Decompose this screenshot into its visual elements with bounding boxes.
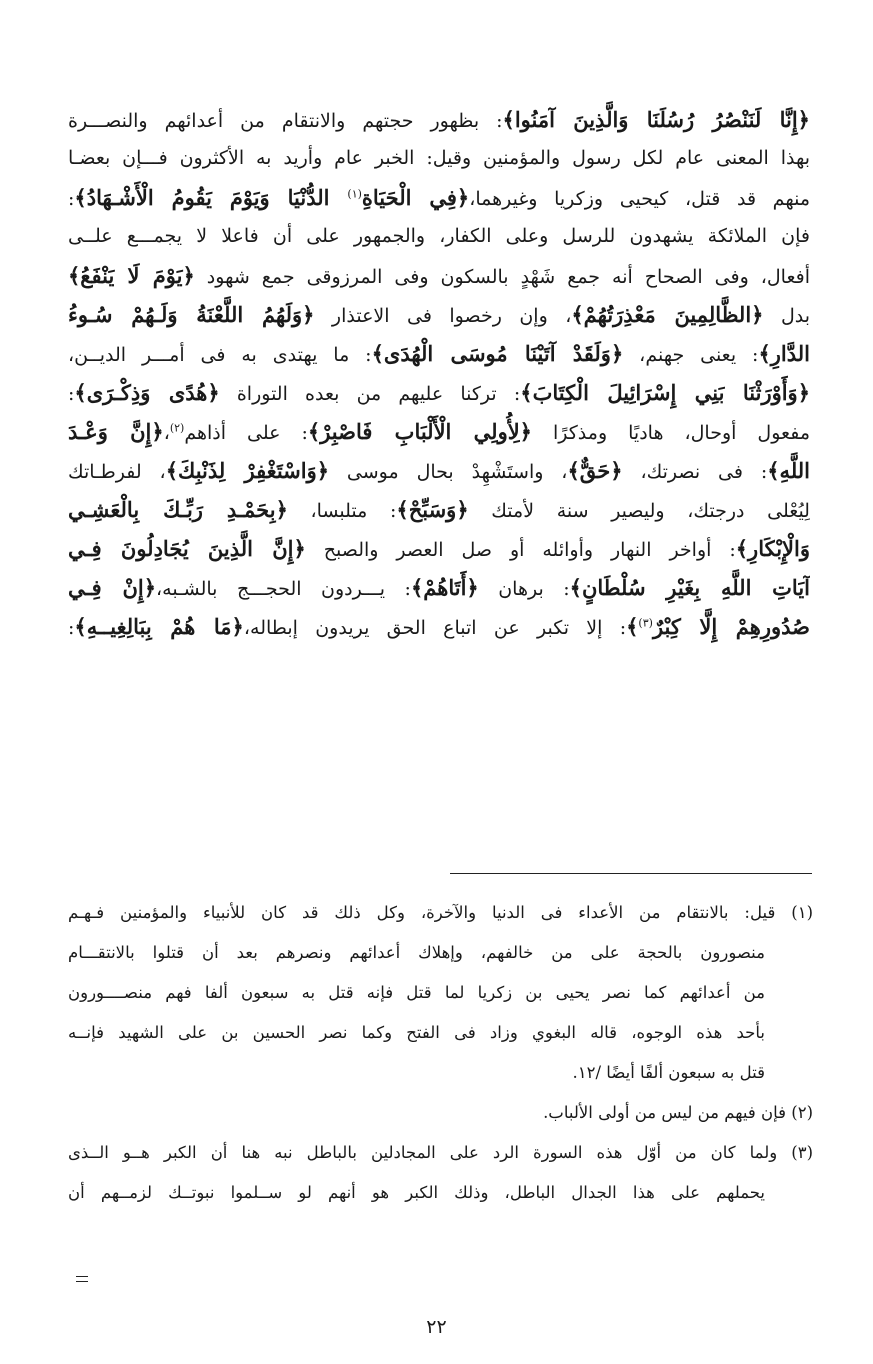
text-line bbox=[68, 217, 810, 256]
text-line bbox=[68, 334, 810, 373]
quran-verse: ﴿فِي الْحَيَاةِ bbox=[361, 185, 470, 210]
quran-verse: اللَّهِ﴾ bbox=[767, 458, 810, 483]
footnote-separator bbox=[450, 873, 812, 874]
quran-verse: ﴿وَسَبِّحْ﴾ bbox=[396, 497, 469, 522]
commentary-text: ، واستَشْهِدْ بحال موسى bbox=[329, 461, 568, 483]
footnote-text: منصورون بالحجة على من خالفهم، وإهلاك أعدائهم ونصرهم بعد أن قتلوا بالانتقـــام bbox=[68, 943, 765, 962]
text-line bbox=[68, 178, 810, 217]
footnote-ref: (١) bbox=[347, 187, 362, 201]
footnote-line bbox=[68, 1013, 813, 1053]
commentary-text: ، لفرطـاتك bbox=[68, 461, 166, 483]
footnote-ref: (٢) bbox=[169, 421, 185, 435]
quran-verse: ﴿إِنَّا لَنَنْصُرُ رُسُلَنَا وَالَّذِينَ آمَنُوا﴾ bbox=[502, 107, 810, 132]
footnote bbox=[68, 1133, 813, 1213]
commentary-text: : برهان bbox=[478, 578, 570, 600]
footnote bbox=[68, 893, 813, 1093]
commentary-text: : bbox=[68, 383, 75, 405]
main-text bbox=[68, 100, 810, 646]
text-line bbox=[68, 490, 810, 529]
quran-verse: ﴿وَاسْتَغْفِرْ لِذَنْبِكَ﴾ bbox=[165, 458, 330, 483]
footnote-line bbox=[68, 893, 813, 933]
quran-verse: ﴿هُدًى وَذِكْـرَى﴾ bbox=[74, 380, 220, 405]
commentary-text: : أواخر النهار وأوائله أو صل العصر والصبح bbox=[305, 539, 736, 561]
quran-verse: ﴿مَا هُمْ بِبَالِغِيــهِ﴾ bbox=[74, 614, 244, 639]
text-line bbox=[68, 100, 810, 139]
quran-verse: ﴿يَوْمَ لَا يَنْفَعُ﴾ bbox=[68, 263, 195, 288]
continuation-mark bbox=[76, 1276, 88, 1282]
commentary-text: : bbox=[68, 188, 75, 210]
commentary-text: : يعنى جهنم، bbox=[623, 344, 759, 366]
quran-verse: ﴿الظَّالِمِينَ مَعْذِرَتُهُمْ﴾ bbox=[571, 302, 764, 327]
commentary-text: أفعال، وفى الصحاح أنه جمع شَهْدٍ بالسكون وفى المرزوقى جمع شهود bbox=[194, 266, 810, 288]
quran-verse: ﴿لِأُولِي الْأَلْبَابِ فَاصْبِرْ﴾ bbox=[307, 419, 532, 444]
footnote-line bbox=[68, 1093, 813, 1133]
text-line bbox=[68, 529, 810, 568]
page-number: ٢٢ bbox=[426, 1316, 447, 1338]
text-line bbox=[68, 373, 810, 412]
footnotes bbox=[68, 893, 813, 1213]
commentary-text: بدل bbox=[763, 305, 810, 327]
quran-verse: وَالْإِبْكَارِ﴾ bbox=[735, 536, 810, 561]
footnote-text: ولما كان من أوّل هذه السورة الرد على المجادلين بالباطل نبه هنا أن الكبر هــو الــذى bbox=[68, 1143, 778, 1162]
text-line bbox=[68, 295, 810, 334]
footnote-line bbox=[68, 1053, 813, 1093]
commentary-text: ، وإن رخصوا فى الاعتذار bbox=[314, 305, 572, 327]
commentary-text: : إلا تكبر عن اتباع الحق يريدون إبطاله، bbox=[243, 617, 627, 639]
commentary-text: : فى نصرتك، bbox=[622, 461, 768, 483]
quran-verse: ﴿وَلَقَدْ آتَيْنَا مُوسَى الْهُدَى﴾ bbox=[371, 341, 624, 366]
footnote-ref: (٣) bbox=[638, 616, 653, 630]
commentary-text: منهم قد قتل، كيحيى وزكريا وغيرهما، bbox=[469, 188, 810, 210]
footnote-line bbox=[68, 1173, 813, 1213]
text-line bbox=[68, 451, 810, 490]
quran-verse: ﴿وَلَهُمُ اللَّعْنَةُ وَلَـهُمْ سُـوءُ bbox=[68, 302, 315, 327]
quran-verse: الدُّنْيَا وَيَوْمَ يَقُومُ الْأَشْـهَادُ﴾ bbox=[74, 185, 348, 210]
text-line bbox=[68, 139, 810, 178]
footnote-text: بأحد هذه الوجوه، قاله البغوي وزاد فى الفتح وكما نصر الحسين بن على الشهيد فإنــه bbox=[68, 1023, 765, 1042]
text-line bbox=[68, 607, 810, 646]
footnote-number: (٢) bbox=[786, 1103, 813, 1122]
commentary-text: : bbox=[68, 617, 75, 639]
text-line bbox=[68, 568, 810, 607]
quran-verse: آيَاتِ اللَّهِ بِغَيْرِ سُلْطَانٍ﴾ bbox=[569, 575, 810, 600]
commentary-text: : تركنا عليهم من بعده التوراة bbox=[219, 383, 521, 405]
commentary-text: لِيُعْلى درجتك، وليصير سنة لأمتك bbox=[468, 500, 810, 522]
footnote-line bbox=[68, 1133, 813, 1173]
commentary-text: : ما يهتدى به فى أمـــر الديــن، bbox=[68, 344, 372, 366]
footnote-text: قيل: بالانتقام من الأعداء فى الدنيا والآخرة، وكل ذلك قد كان للأنبياء والمؤمنين فـهـم bbox=[68, 903, 776, 922]
footnote-line bbox=[68, 933, 813, 973]
text-line bbox=[68, 412, 810, 451]
quran-verse: ﴾ bbox=[626, 614, 639, 639]
quran-verse: ﴿وَأَوْرَثْنَا بَنِي إِسْرَائِيلَ الْكِتَابَ﴾ bbox=[520, 380, 810, 405]
commentary-text: : يـــردون الحجـــج بالشـبه، bbox=[156, 578, 411, 600]
footnote-number: (١) bbox=[775, 903, 813, 922]
commentary-text: بهذا المعنى عام لكل رسول والمؤمنين وقيل: الخبر عام وأريد به الأكثرون فـــإن بعضـا bbox=[68, 147, 810, 169]
quran-verse: الدَّارِ﴾ bbox=[758, 341, 810, 366]
commentary-text: ، bbox=[163, 422, 170, 444]
footnote-number: (٣) bbox=[777, 1143, 813, 1162]
quran-verse: ﴿إِنَّ الَّذِينَ يُجَادِلُونَ فِـي bbox=[68, 536, 306, 561]
footnote-text: من أعدائهم كما نصر يحيى بن زكريا لما قتل فإنه قتل به سبعون ألفا فهم منصــــورون bbox=[68, 983, 765, 1002]
commentary-text: : متلبسا، bbox=[287, 500, 397, 522]
footnote-text: يحملهم على هذا الجدال الباطل، وذلك الكبر هو أنهم لو ســلموا نبوتــك لزمــهم أن bbox=[68, 1183, 765, 1202]
commentary-text: : بظهور حجتهم والانتقام من أعدائهم والنصـــرة bbox=[68, 110, 503, 132]
quran-verse: ﴿إِنْ فِـي bbox=[68, 575, 157, 600]
quran-verse: ﴿أَتَاهُمْ﴾ bbox=[410, 575, 479, 600]
quran-verse: صُدُورِهِمْ إِلَّا كِبْرٌ bbox=[652, 614, 810, 639]
footnote-text: فإن فيهم من ليس من أولى الألباب. bbox=[543, 1103, 786, 1122]
quran-verse: ﴿حَقٌّ﴾ bbox=[567, 458, 623, 483]
quran-verse: ﴿بِحَمْـدِ رَبِّـكَ بِالْعَشِـي bbox=[68, 497, 288, 522]
footnote-text: قتل به سبعون ألفًا أيضًا /١٢. bbox=[572, 1063, 765, 1082]
quran-verse: ﴿إِنَّ وَعْـدَ bbox=[68, 419, 164, 444]
footnote bbox=[68, 1093, 813, 1133]
footnote-line bbox=[68, 973, 813, 1013]
commentary-text: : على أذاهم bbox=[184, 422, 308, 444]
text-line bbox=[68, 256, 810, 295]
commentary-text: مفعول أوحال، هاديًا ومذكرًا bbox=[532, 422, 810, 444]
commentary-text: فإن الملائكة يشهدون للرسل وعلى الكفار، والجمهور على أن فاعلا لا يجمـــع علــى bbox=[68, 225, 810, 247]
